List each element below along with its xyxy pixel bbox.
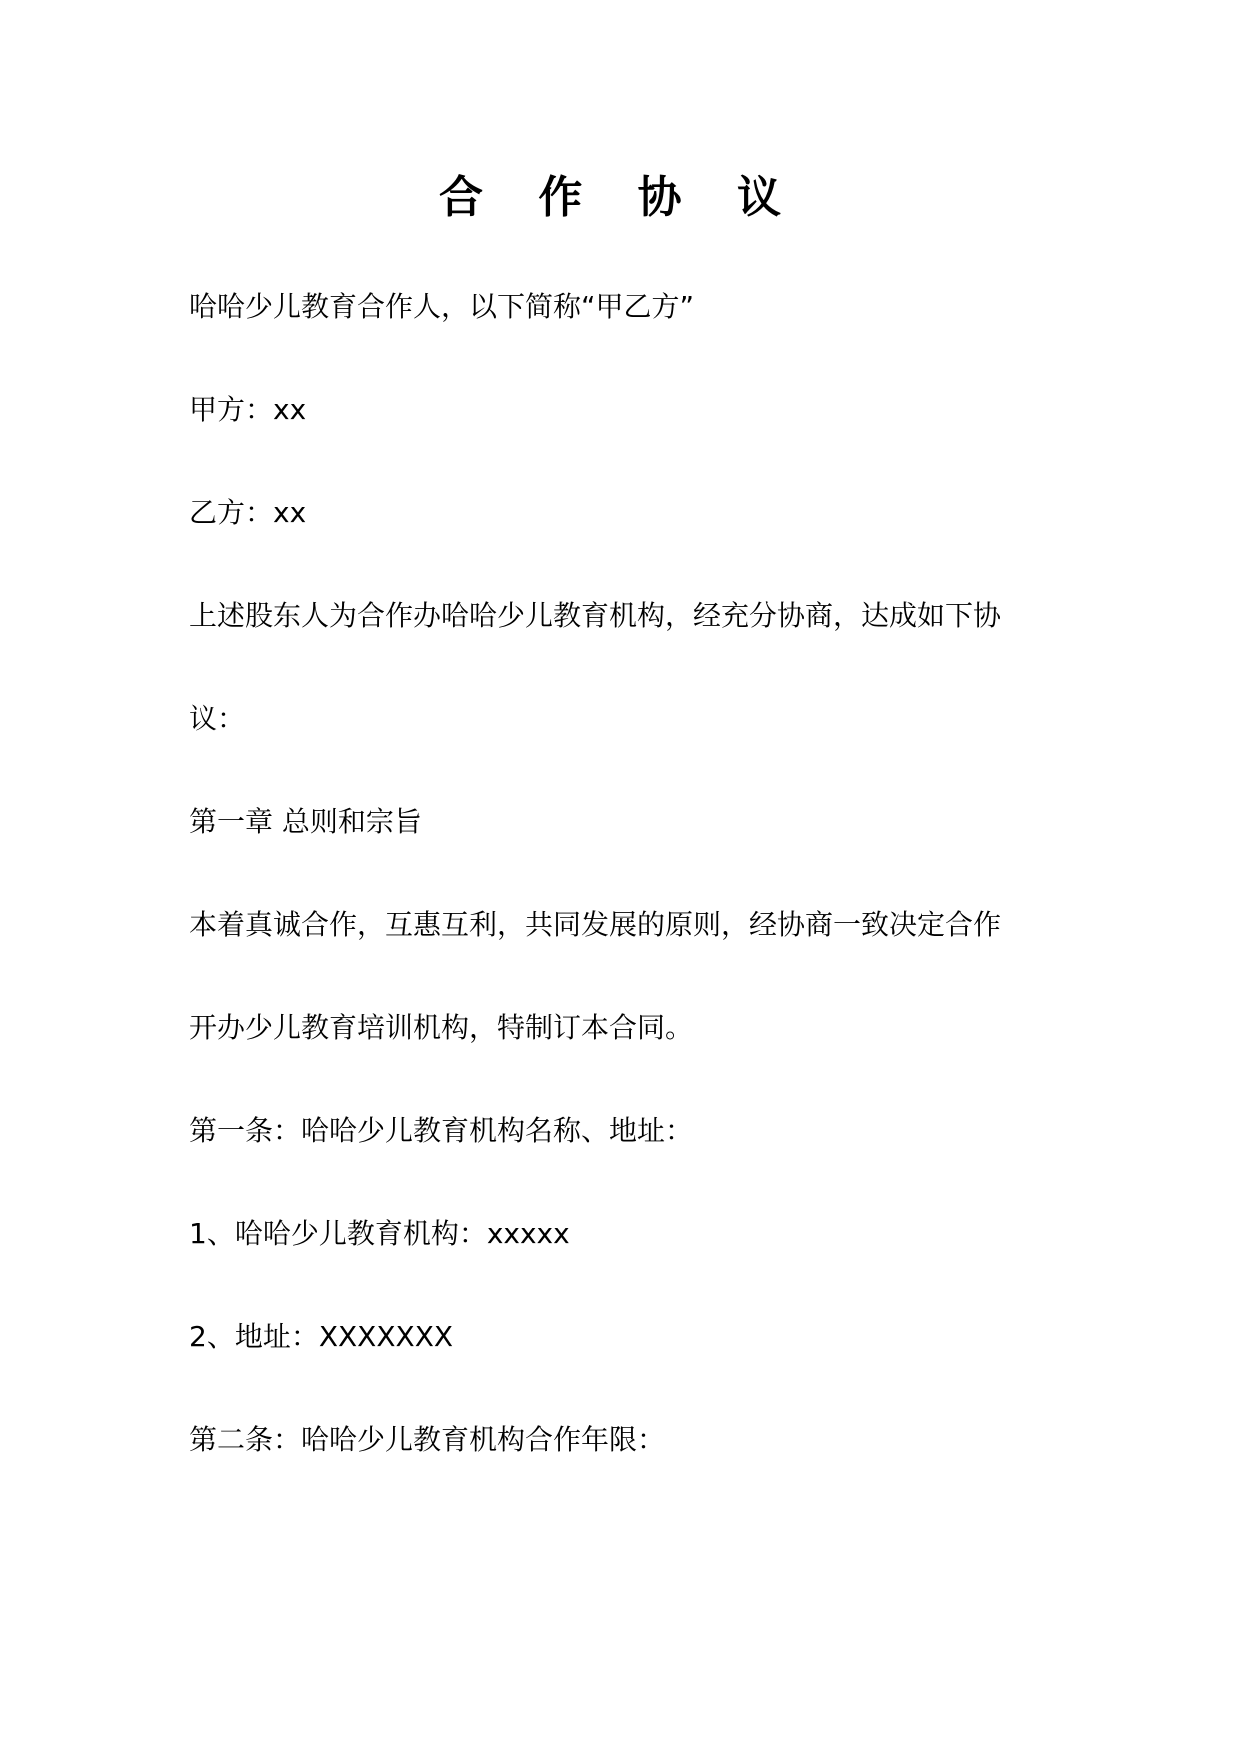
- party-a-line: 甲方：xx: [189, 393, 307, 426]
- article-two-heading: 第二条：哈哈少儿教育机构合作年限：: [189, 1423, 666, 1456]
- article-one-heading: 第一条：哈哈少儿教育机构名称、地址：: [189, 1114, 694, 1147]
- document-title: 合 作 协 议: [439, 172, 801, 223]
- agreement-paragraph-line-1: 上述股东人为合作办哈哈少儿教育机构，经充分协商，达成如下协: [189, 599, 1002, 632]
- party-b-line: 乙方：xx: [189, 496, 307, 529]
- principle-paragraph-line-2: 开办少儿教育培训机构，特制订本合同。: [189, 1011, 694, 1044]
- address-line: 2、地址：XXXXXXX: [189, 1320, 454, 1353]
- intro-line: 哈哈少儿教育合作人，以下简称“甲乙方”: [189, 290, 695, 323]
- agreement-paragraph-line-2: 议：: [189, 702, 246, 735]
- principle-paragraph-line-1: 本着真诚合作，互惠互利，共同发展的原则，经协商一致决定合作: [189, 908, 1002, 941]
- chapter-heading: 第一章 总则和宗旨: [189, 805, 422, 838]
- institution-name-line: 1、哈哈少儿教育机构：xxxxx: [189, 1217, 570, 1250]
